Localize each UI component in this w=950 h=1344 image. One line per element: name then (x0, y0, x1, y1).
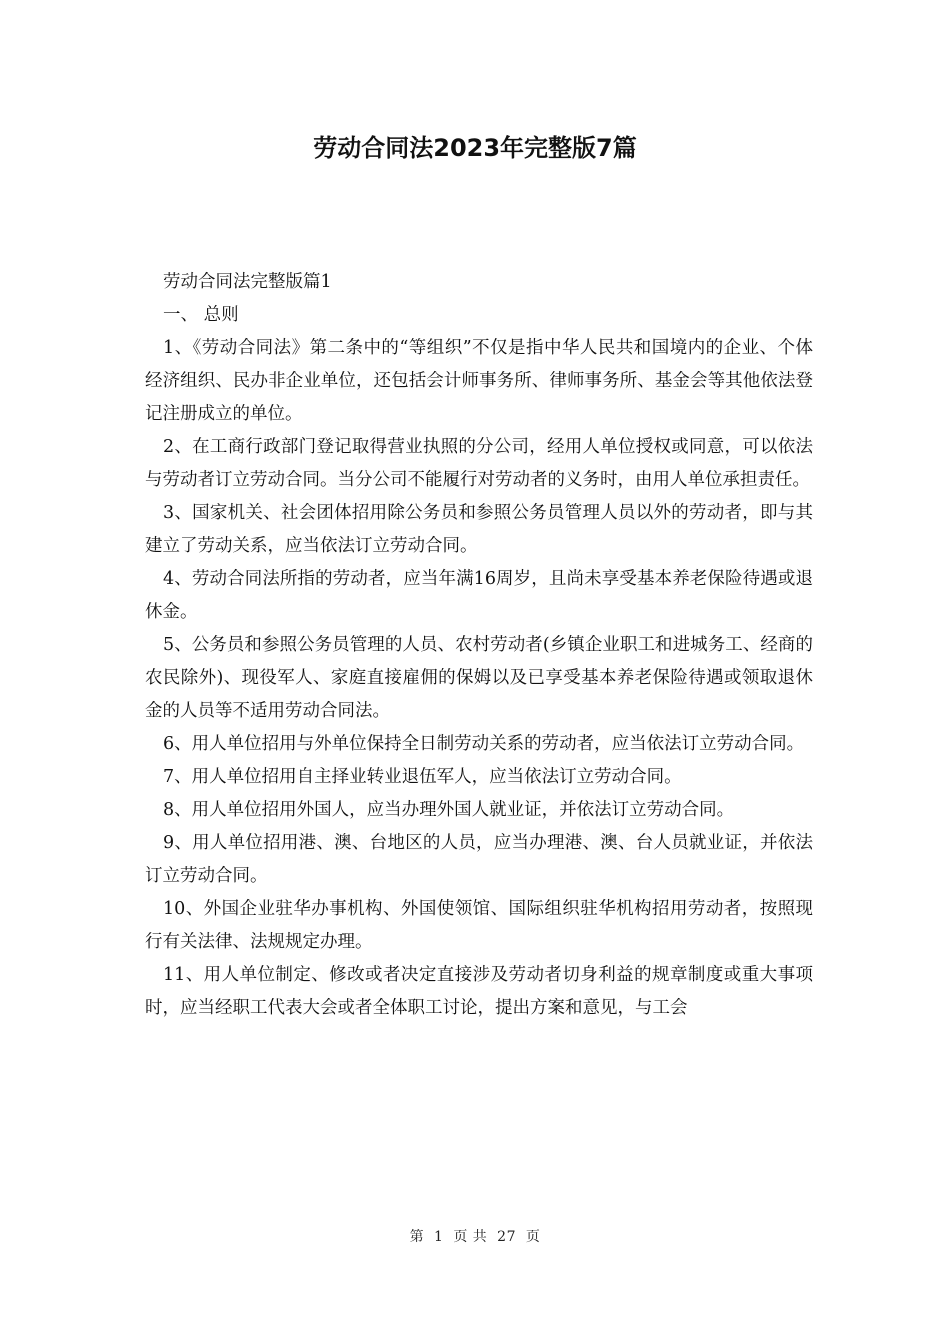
document-body (145, 266, 813, 1025)
body-paragraph: 8、用人单位招用外国人，应当办理外国人就业证，并依法订立劳动合同。 (163, 800, 735, 820)
body-paragraph: 11、用人单位制定、修改或者决定直接涉及劳动者切身利益的规章制度或重大事项时，应当经职工代表大会或者全体职工讨论，提出方案和意见，与工会 (145, 965, 813, 1018)
body-paragraph: 7、用人单位招用自主择业转业退伍军人，应当依法订立劳动合同。 (163, 767, 682, 787)
page-number-footer: 第 1 页 共 27 页 (409, 1229, 541, 1245)
body-paragraph: 9、用人单位招用港、澳、台地区的人员，应当办理港、澳、台人员就业证，并依法订立劳动合同。 (145, 833, 813, 886)
body-paragraph: 4、劳动合同法所指的劳动者，应当年满16周岁，且尚未享受基本养老保险待遇或退休金。 (145, 569, 813, 622)
document-title: 劳动合同法2023年完整版7篇 (313, 134, 637, 162)
section-heading: 劳动合同法完整版篇1 (163, 272, 332, 292)
body-paragraph: 10、外国企业驻华办事机构、外国使领馆、国际组织驻华机构招用劳动者，按照现行有关法律、法规规定办理。 (145, 899, 813, 952)
body-paragraph: 5、公务员和参照公务员管理的人员、农村劳动者(乡镇企业职工和进城务工、经商的农民除外)、现役军人、家庭直接雇佣的保姆以及已享受基本养老保险待遇或领取退休金的人员等不适用劳动合同法。 (145, 635, 813, 721)
chapter-heading: 一、 总则 (163, 305, 239, 325)
body-paragraph: 3、国家机关、社会团体招用除公务员和参照公务员管理人员以外的劳动者，即与其建立了劳动关系，应当依法订立劳动合同。 (145, 503, 813, 556)
body-paragraph: 1、《劳动合同法》第二条中的“等组织”不仅是指中华人民共和国境内的企业、个体经济组织、民办非企业单位，还包括会计师事务所、律师事务所、基金会等其他依法登记注册成立的单位。 (145, 338, 813, 424)
body-paragraph: 6、用人单位招用与外单位保持全日制劳动关系的劳动者，应当依法订立劳动合同。 (163, 734, 805, 754)
body-paragraph: 2、在工商行政部门登记取得营业执照的分公司，经用人单位授权或同意，可以依法与劳动者订立劳动合同。当分公司不能履行对劳动者的义务时，由用人单位承担责任。 (145, 437, 813, 490)
